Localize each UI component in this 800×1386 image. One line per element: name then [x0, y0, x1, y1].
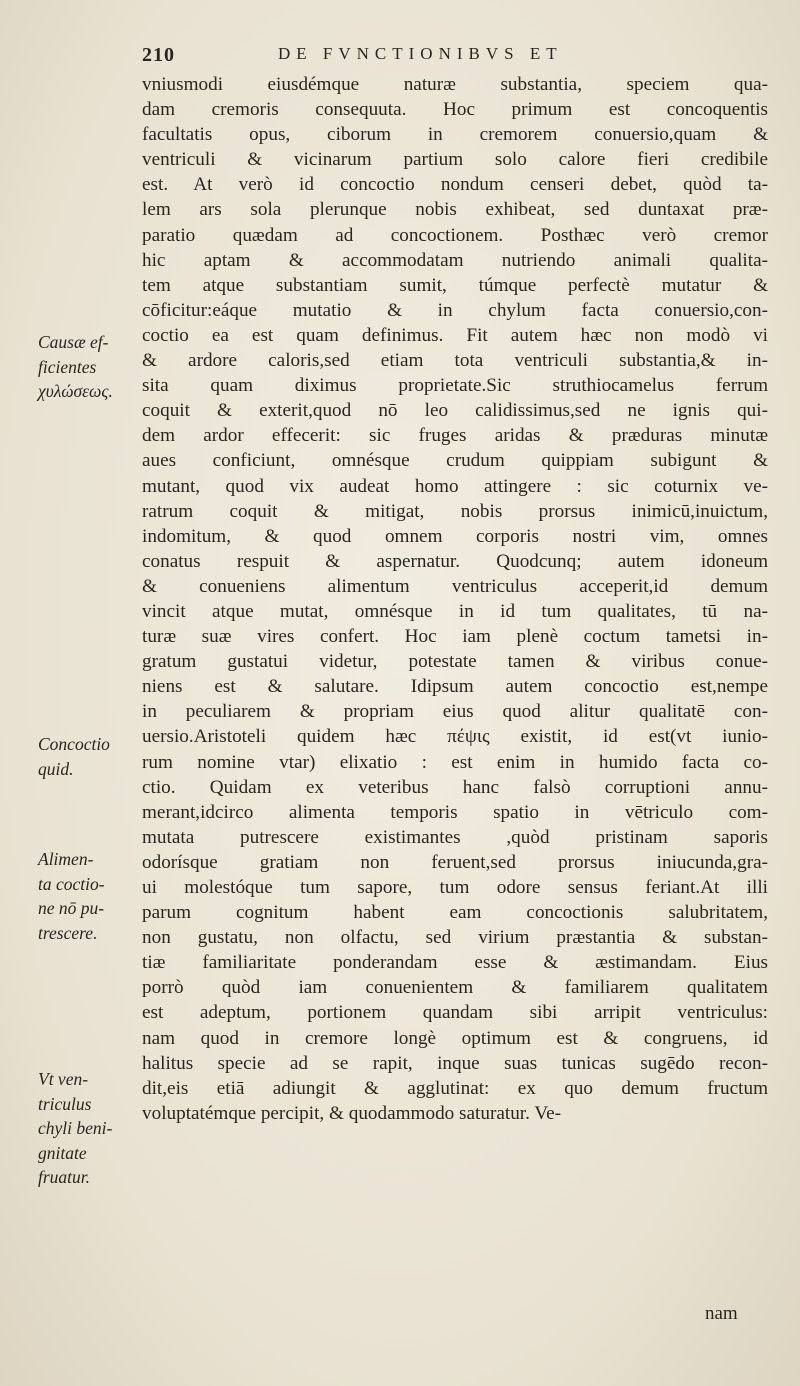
- text-line: mutant, quod vix audeat homo attingere : sic coturnix ve-: [142, 475, 768, 497]
- text-line: coquit & exterit,quod nō leo calidissimus,sed ne ignis qui-: [142, 400, 768, 422]
- text-line: vincit atque mutat, omnésque in id tum qualitates, tū na-: [142, 600, 768, 622]
- text-line: & ardore caloris,sed etiam tota ventriculi substantia,& in-: [142, 350, 768, 372]
- text-line: dem ardor effecerit: sic fruges aridas & præduras minutæ: [142, 425, 768, 447]
- text-line: conatus respuit & aspernatur. Quodcunq; autem idoneum: [142, 550, 768, 572]
- text-line: & conueniens alimentum ventriculus acceperit,id demum: [142, 575, 768, 597]
- margin-note-alimenta: [38, 847, 138, 945]
- margin-note-line: Causæ ef-: [38, 332, 109, 352]
- running-title: DE FVNCTIONIBVS ET: [278, 44, 563, 63]
- body-text: [142, 72, 782, 1126]
- text-line: tem atque substantiam sumit, túmque perfectè mutatur &: [142, 274, 768, 296]
- text-line: coctio ea est quam definimus. Fit autem hæc non modò vi: [142, 324, 768, 346]
- margin-note-concoctio: [38, 732, 138, 781]
- margin-note-causae: [38, 330, 138, 404]
- margin-note-line: ne nō pu-: [38, 898, 105, 918]
- text-line: niens est & salutare. Idipsum autem concoctio est,nempe: [142, 676, 768, 698]
- text-line: ui molestóque tum sapore, tum odore sensus feriant.At illi: [142, 877, 768, 898]
- text-line: est adeptum, portionem quandam sibi arripit ventriculus:: [142, 1002, 768, 1024]
- text-line: uersio.Aristoteli quidem hæc πέψις existit, id est(vt iunio-: [142, 726, 768, 748]
- text-line: paratio quædam ad concoctionem. Posthæc verò cremor: [142, 224, 768, 246]
- catchword: nam: [705, 1303, 738, 1324]
- text-line: ratrum coquit & mitigat, nobis prorsus inimicū,inuictum,: [142, 500, 768, 522]
- text-line: est. At verò id concoctio nondum censeri debet, quòd ta-: [142, 174, 768, 196]
- text-line: parum cognitum habent eam concoctionis salubritatem,: [142, 902, 768, 924]
- text-line: nam quod in cremore longè optimum est & congruens, id: [142, 1027, 768, 1049]
- text-line: voluptatémque percipit, & quodammodo saturatur. Ve-: [142, 1102, 562, 1124]
- text-line: dam cremoris consequuta. Hoc primum est concoquentis: [142, 99, 768, 121]
- text-line: tiæ familiaritate ponderandam esse & æstimandam. Eius: [142, 952, 768, 974]
- margin-note-line: ficientes: [38, 356, 97, 377]
- text-line: lem ars sola plerunque nobis exhibeat, sed duntaxat præ-: [142, 199, 768, 221]
- text-line: halitus specie ad se rapit, inque suas tunicas sugēdo recon-: [142, 1052, 768, 1074]
- text-line: hic aptam & accommodatam nutriendo animali qualita-: [142, 249, 768, 271]
- text-line: vniusmodi eiusdémque naturæ substantia, speciem qua-: [142, 74, 768, 95]
- margin-note-ventriculus: [38, 1067, 138, 1190]
- text-line: mutata putrescere existimantes ,quòd pristinam saporis: [142, 826, 768, 848]
- margin-note-line: chyli beni-: [38, 1118, 113, 1138]
- page-number: 210: [142, 44, 175, 66]
- margin-note-line: fruatur.: [38, 1167, 91, 1187]
- page-header: [140, 44, 760, 74]
- margin-note-line: trescere.: [38, 922, 98, 943]
- margin-note-line: triculus: [38, 1093, 92, 1114]
- margin-note-line: gnitate: [38, 1142, 87, 1163]
- text-line: facultatis opus, ciborum in cremorem conuersio,quam &: [142, 124, 768, 146]
- text-line: non gustatu, non olfactu, sed virium præstantia & substan-: [142, 927, 768, 949]
- margin-note-line: quid.: [38, 758, 74, 779]
- text-line: gratum gustatui videtur, potestate tamen & viribus conue-: [142, 651, 768, 673]
- text-line: dit,eis etiā adiungit & agglutinat: ex quo demum fructum: [142, 1077, 768, 1099]
- text-line: rum nomine vtar) elixatio : est enim in humido facta co-: [142, 751, 768, 773]
- margin-note-line: χυλώσεως.: [38, 381, 113, 401]
- text-line: sita quam diximus proprietate.Sic struthiocamelus ferrum: [142, 375, 768, 397]
- text-line: indomitum, & quod omnem corporis nostri vim, omnes: [142, 525, 768, 547]
- text-line: porrò quòd iam conuenientem & familiarem qualitatem: [142, 977, 768, 999]
- text-line: merant,idcirco alimenta temporis spatio in vētriculo com-: [142, 801, 768, 823]
- margin-note-line: Concoctio: [38, 734, 110, 754]
- margin-note-line: ta coctio-: [38, 873, 105, 894]
- text-line: ctio. Quidam ex veteribus hanc falsò corruptioni annu-: [142, 776, 768, 798]
- text-line: in peculiarem & propriam eius quod alitur qualitatē con-: [142, 701, 768, 723]
- text-line: turæ suæ vires confert. Hoc iam plenè coctum tametsi in-: [142, 626, 768, 648]
- text-line: ventriculi & vicinarum partium solo calore fieri credibile: [142, 149, 768, 171]
- margin-note-line: Alimen-: [38, 849, 94, 869]
- text-line: odorísque gratiam non feruent,sed prorsus iniucunda,gra-: [142, 851, 768, 873]
- text-line: cōficitur:eáque mutatio & in chylum facta conuersio,con-: [142, 299, 768, 321]
- margin-note-line: Vt ven-: [38, 1069, 89, 1089]
- text-line: aues conficiunt, omnésque crudum quippiam subigunt &: [142, 450, 768, 472]
